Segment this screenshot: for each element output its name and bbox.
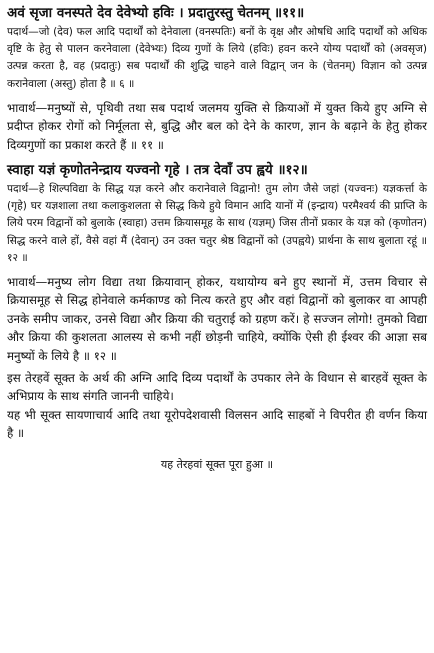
summary-paragraph-2: यह भी सूक्त सायणाचार्य आदि तथा यूरोपदेशवासी विलसन आदि साहबों ने विपरीत ही वर्णन किया है ॥ (7, 407, 427, 441)
mantra-12: स्वाहा यज्ञं कृणोतनेन्द्राय यज्वनो गृहे । तत्र देवाँ उप ह्वये ॥१२॥ (7, 162, 308, 179)
mantra-11: अवं सृजा वनस्पते देव देवेभ्यो हविः । प्रदातुरस्तु चेतनम् ॥११॥ (7, 5, 305, 21)
padarth-11: पदार्थ—जो (देव) फल आदि पदार्थों को देनेवाला (वनस्पतिः) बनों के वृक्ष और ओषधि आदि पदार्थों को अधिक वृष्टि के हेतु से पालन करनेवाला (देवेभ्यः) दिव्य गुणों के लिये (हविः) हवन करने योग्य पदार्थों को (अवसृज) उत्पन्न करता है, वह (प्रदातुः) सब पदार्थों की शुद्धि चाहने वाले विद्वान् जन के (चेतनम्) विज्ञान को उत्पन्न करानेवाला (अस्तु) होता है ॥ ६ ॥ (7, 26, 427, 90)
bhavarth-11: भावार्थ—मनुष्यों से, पृथिवी तथा सब पदार्थ जलमय युक्ति से क्रियाओं में युक्त किये हुए अग्नि से प्रदीप्त होकर रोगों को निर्मूलता से, बुद्धि और बल को देने के कारण, ज्ञान के बढ़ाने के हेतु होकर दिव्यगुणों का प्रकाश करते हैं ॥ ११ ॥ (7, 100, 427, 152)
padarth-12: पदार्थ—हे शिल्पविद्या के सिद्ध यज्ञ करने और करानेवाले विद्वानो! तुम लोग जैसे जहां (यज्वनः) यज्ञकर्त्ता के (गृहे) घर यज्ञशाला तथा कलाकुशलता से सिद्ध किये हुये विमान आदि यानों में (इन्द्राय) परमैश्वर्य की प्राप्ति के लिये परम विद्वानों को बुलाके (स्वाहा) उत्तम क्रियासमूह के साथ (यज्ञम्) जिस तीनों प्रकार के यज्ञ को (कृणोतन) सिद्ध करने वाले हों, वैसे वहां मैं (देवान्) उन उक्त चतुर श्रेष्ठ विद्वानों को (उपह्वये) प्रार्थना के साथ बुलाता रहूं ॥ १२ ॥ (7, 183, 427, 264)
bhavarth-12: भावार्थ—मनुष्य लोग विद्या तथा क्रियावान् होकर, यथायोग्य बने हुए स्थानों में, उत्तम विचार से क्रियासमूह से सिद्ध होनेवाले कर्मकाण्ड को नित्य करते हुए और वहां विद्वानों को बुलाकर वा आपही उनके समीप जाकर, उनसे विद्या और क्रिया की चतुराई को ग्रहण करें। हे सज्जन लोगो! तुमको विद्या और क्रिया की कुशलता आलस्य से कभी नहीं छोड़नी चाहिये, क्योंकि ऐसी ही ईश्वर की आज्ञा सब मनुष्यों के लिये है ॥ १२ ॥ (7, 275, 427, 363)
summary-paragraph-1: इस तेरहवें सूक्त के अर्थ की अग्नि आदि दिव्य पदार्थों के उपकार लेने के विधान से बारहवें सूक्त के अभिप्राय के साथ संगति जाननी चाहिये। (7, 371, 427, 404)
sukta-end-note: यह तेरहवां सूक्त पूरा हुआ ॥ (160, 457, 274, 471)
